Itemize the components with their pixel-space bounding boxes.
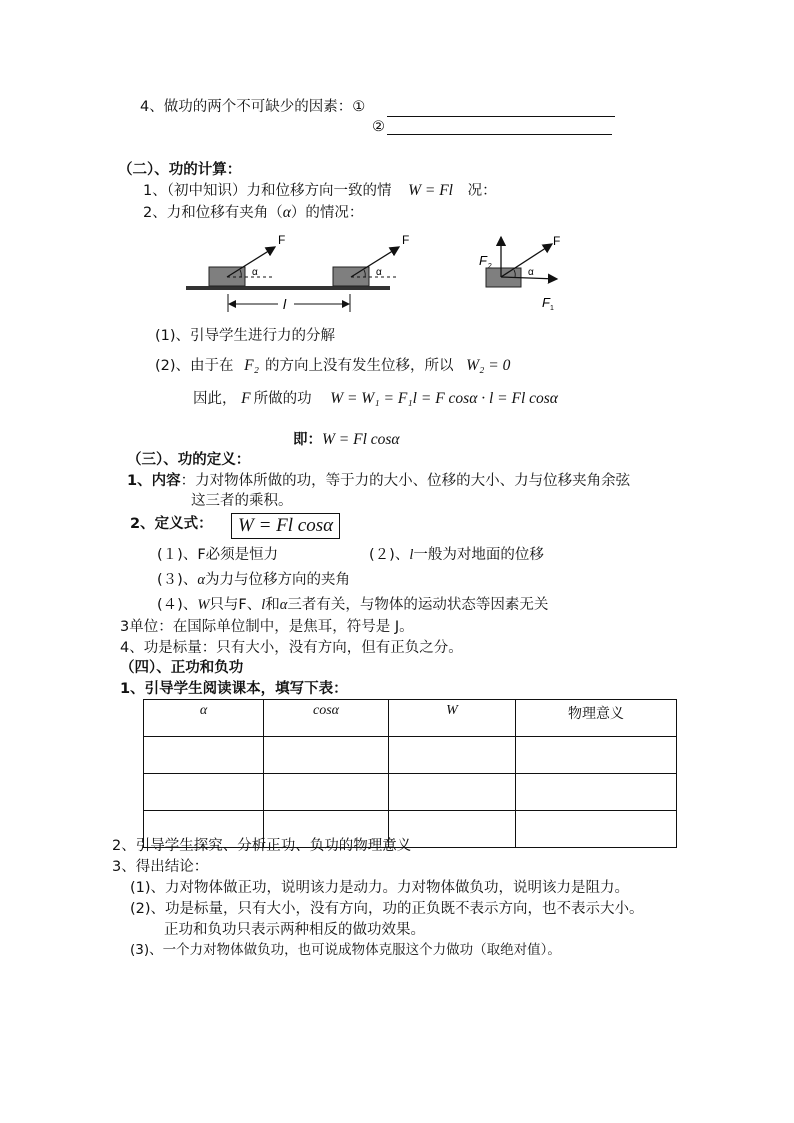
table-cell[interactable] (144, 774, 264, 811)
step-2-f2: F₂ (244, 357, 260, 374)
calc-item-1-tail: 况： (467, 183, 497, 199)
explore-line: 2、引导学生探究、分析正功、负功的物理意义 (112, 838, 412, 854)
table-cell[interactable] (516, 774, 677, 811)
table-cell[interactable] (264, 737, 389, 774)
note-3-alpha: α (197, 572, 205, 588)
f1-sub: 1 (550, 305, 554, 312)
force-label-f-decomp: F (553, 234, 561, 248)
table-cell[interactable] (389, 737, 516, 774)
header-meaning: 物理意义 (516, 700, 677, 737)
note-2 (369, 546, 544, 564)
note-4-and: 和 (265, 597, 280, 613)
note-4-w: W (197, 597, 210, 613)
def-content-cont: 这三者的乘积。 (191, 493, 293, 509)
table-row (144, 737, 677, 774)
force-diagram (0, 0, 794, 330)
step-2-mid: 的方向上没有发生位移，所以 (265, 358, 454, 374)
factor-2-mark: ② (372, 119, 385, 135)
def-formula-box: W = Fl cosα (231, 513, 340, 539)
ie-line (293, 430, 400, 449)
step-1: (1)、引导学生进行力的分解 (155, 328, 336, 344)
calc-item-2-alpha: α (282, 204, 291, 221)
ie-label: 即： (293, 432, 322, 448)
note-1: (１)、F必须是恒力 (157, 547, 279, 563)
alpha-label-right: α (376, 267, 382, 278)
table-cell[interactable] (264, 774, 389, 811)
unit-line: 3单位：在国际单位制中，是焦耳，符号是 J。 (120, 619, 414, 635)
thus-eq: W = W₁ = F₁l = F cosα · l = Fl cosα (330, 390, 558, 407)
scalar-line: 4、功是标量：只有大小，没有方向，但有正负之分。 (120, 640, 463, 656)
f2-label: F (479, 253, 487, 268)
factors-label: 4、做功的两个不可缺少的因素：① (140, 99, 366, 115)
thus-mid: 所做的功 (253, 391, 312, 407)
thus-pre: 因此， (193, 391, 237, 407)
alpha-label-left: α (252, 267, 258, 278)
conclusion-3: (3)、一个力对物体做负功，也可说成物体克服这个力做功（取绝对值）。 (130, 942, 561, 958)
header-cos: cosα (264, 700, 389, 737)
conclusion-1: (1)、力对物体做正功，说明该力是动力。力对物体做负功，说明该力是阻力。 (130, 880, 630, 896)
note-4 (157, 596, 548, 614)
conclusion-2: (2)、功是标量，只有大小，没有方向，功的正负既不表示方向，也不表示大小。 (130, 901, 644, 917)
table-cell[interactable] (144, 737, 264, 774)
def-content-label: 1、内容 (127, 473, 181, 489)
step-2-pre: (2)、由于在 (155, 358, 234, 374)
thus-line (193, 389, 558, 408)
note-3-pre: (３)、 (157, 572, 198, 588)
table-instruction: 1、引导学生阅读课本，填写下表： (120, 681, 348, 697)
table-cell[interactable] (516, 737, 677, 774)
note-4-mid: 只与F、 (209, 597, 262, 613)
ground (186, 286, 390, 290)
force-label-f-right: F (402, 233, 410, 247)
note-4-l: l (261, 597, 266, 613)
section-sign-heading: （四）、正功和负功 (120, 660, 244, 676)
f1-label: F (542, 295, 550, 310)
note-3 (157, 571, 350, 589)
def-content-text: ：力对物体所做的功，等于力的大小、位移的大小、力与位移夹角余弦 (180, 473, 631, 489)
section-def-heading: （三）、功的定义： (127, 452, 251, 468)
note-4-pre: (４)、 (157, 597, 198, 613)
displacement-label: l (283, 296, 287, 312)
alpha-label-decomp: α (528, 267, 534, 278)
calc-item-2-tail: ）的情况： (290, 205, 364, 221)
conclusion-heading: 3、得出结论： (112, 859, 209, 875)
calc-item-2-text: 2、力和位移有夹角（ (143, 205, 283, 221)
table-cell[interactable] (389, 774, 516, 811)
table-cell[interactable] (516, 811, 677, 848)
step-2-eq: W₂ = 0 (466, 357, 511, 374)
note-2-pre: (２)、 (369, 547, 410, 563)
note-2-l: l (409, 547, 414, 563)
calc-item-1-formula: W = Fl (408, 182, 453, 199)
note-2-tail: 一般为对地面的位移 (413, 547, 544, 563)
calc-item-1-text: 1、（初中知识）力和位移方向一致的情 (143, 183, 392, 199)
ie-eq: W = Fl cosα (322, 431, 400, 448)
work-table (143, 699, 677, 848)
force-label-f-left: F (278, 233, 286, 247)
section-calc-heading: （二）、功的计算： (118, 162, 242, 178)
conclusion-2-cont: 正功和负功只表示两种相反的做功效果。 (164, 922, 425, 938)
f2-sub: 2 (488, 263, 492, 270)
table-header-row (144, 700, 677, 737)
def-content (127, 472, 630, 490)
note-3-tail: 为力与位移方向的夹角 (204, 572, 350, 588)
def-formula-label: 2、定义式： (130, 516, 213, 532)
header-alpha: α (144, 700, 264, 737)
header-w: W (389, 700, 516, 737)
note-4-alpha: α (279, 597, 288, 613)
table-row (144, 774, 677, 811)
thus-f: F (241, 390, 251, 407)
step-2 (155, 356, 510, 375)
note-4-tail: 三者有关，与物体的运动状态等因素无关 (287, 597, 549, 613)
